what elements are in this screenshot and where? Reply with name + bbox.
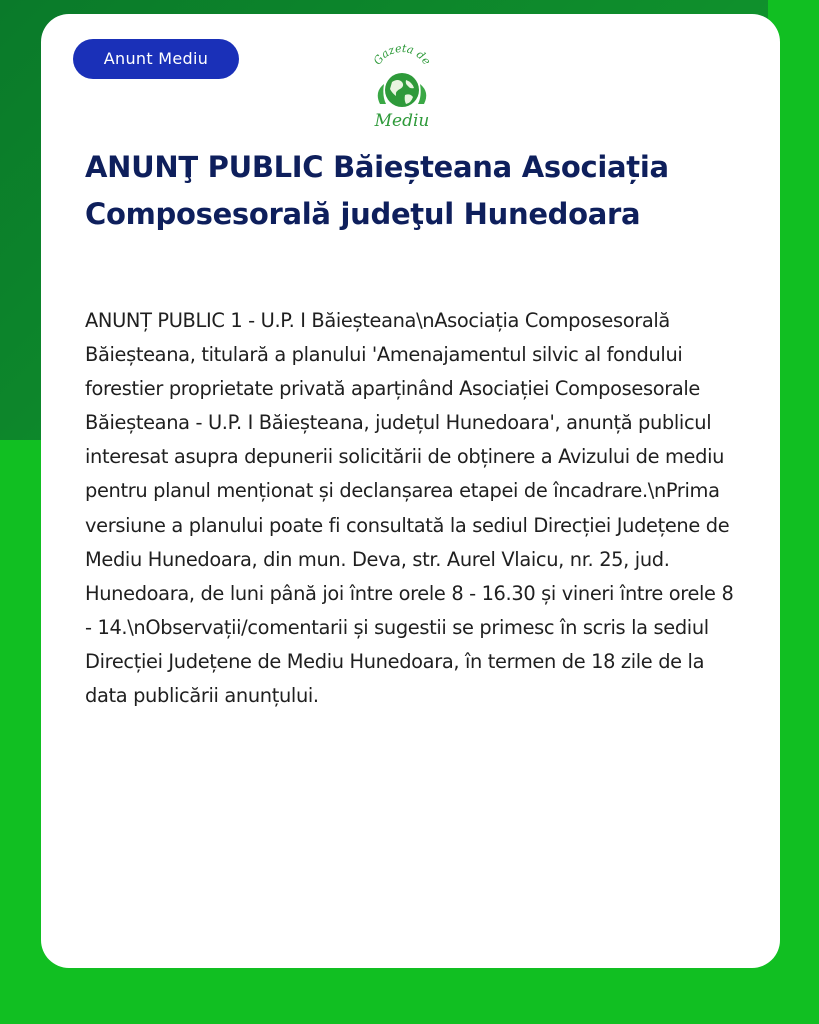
- svg-text:Gazeta de: [371, 42, 434, 68]
- globe-leaf-icon: [360, 40, 444, 132]
- page-title: ANUNŢ PUBLIC Băieșteana Asociația Composesorală judeţul Hunedoara: [85, 150, 669, 231]
- gazeta-de-mediu-logo: [360, 40, 444, 132]
- category-badge[interactable]: Anunt Mediu: [73, 39, 239, 79]
- announcement-card: [41, 14, 780, 968]
- logo-text-top: Gazeta de: [370, 41, 434, 68]
- logo-text-bottom: Mediu: [374, 111, 430, 131]
- announcement-body: ANUNȚ PUBLIC 1 - U.P. I Băieșteana\nAsociația Composesorală Băieșteana, titulară a planului 'Amenajamentul silvic al fondului forestier proprietate privată aparținând Asociației Composesorale Băieșteana - U.P. I Băieșteana, județul Hunedoara', anunță publicul interesat asupra depunerii solicitării de obținere a Avizului de mediu pentru planul menționat și declanșarea etapei de încadrare.\nPrima versiune a planului poate fi consultată la sediul Direcției Județene de Mediu Hunedoara, din mun. Deva, str. Aurel Vlaicu, nr. 25, jud. Hunedoara, de luni până joi între orele 8 - 16.30 și vineri între orele 8 - 14.\nObservații/comentarii și sugestii se primesc în scris la sediul Direcției Județene de Mediu Hunedoara, în termen de 18 zile de la data publicării anunțului.: [85, 309, 734, 708]
